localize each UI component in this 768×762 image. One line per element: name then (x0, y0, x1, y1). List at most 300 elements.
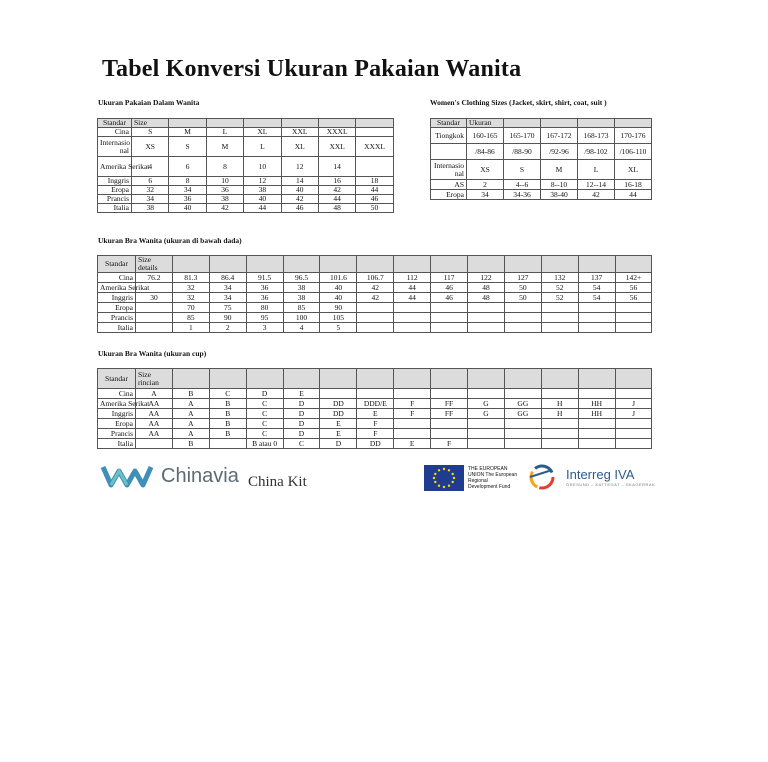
table-cell: XL (281, 137, 318, 157)
table-cell: 42 (281, 195, 318, 204)
table-cell (615, 389, 652, 399)
table-cell: Size details (136, 256, 173, 273)
table-cell: 10 (244, 157, 281, 177)
row-label-cell: AS (431, 180, 467, 190)
table-row (98, 195, 394, 204)
table-cell (431, 429, 468, 439)
section-bra-cup-title: Ukuran Bra Wanita (ukuran cup) (98, 349, 207, 358)
table-cell: 75 (209, 303, 246, 313)
table-cell (136, 439, 173, 449)
table-row (98, 273, 652, 283)
table-cell (357, 256, 394, 273)
table-cell: D (283, 429, 320, 439)
table-cell: 50 (504, 293, 541, 303)
womens-clothing-size-table (430, 118, 652, 200)
table-cell: L (578, 160, 615, 180)
row-label-cell: Eropa (98, 303, 136, 313)
table-cell (578, 256, 615, 273)
table-cell (615, 313, 652, 323)
table-cell: F (357, 429, 394, 439)
row-label-cell: Cina (98, 128, 132, 137)
table-cell (468, 313, 505, 323)
table-cell (578, 313, 615, 323)
table-header-row (98, 119, 394, 128)
table-cell (541, 369, 578, 389)
table-cell (504, 429, 541, 439)
row-label-cell (431, 144, 467, 160)
table-row (98, 389, 652, 399)
table-cell: AA (136, 419, 173, 429)
table-cell (541, 439, 578, 449)
table-cell: /88-90 (504, 144, 541, 160)
row-label-cell: Standar (98, 369, 136, 389)
table-cell: 36 (169, 195, 206, 204)
row-label-cell: Inggris (98, 293, 136, 303)
table-cell: /84-86 (467, 144, 504, 160)
interreg-wordmark: Interreg IVA (566, 467, 635, 482)
table-cell: A (136, 389, 173, 399)
table-cell: 10 (206, 177, 243, 186)
eu-flag-icon (424, 465, 464, 491)
table-cell (136, 303, 173, 313)
row-label-cell: Prancis (98, 429, 136, 439)
table-cell: 165-170 (504, 128, 541, 144)
table-cell: /106-110 (615, 144, 652, 160)
table-cell: Ukuran (467, 119, 504, 128)
table-cell: 54 (578, 283, 615, 293)
row-label-cell: Cina (98, 389, 136, 399)
table-cell (578, 439, 615, 449)
table-cell: 106.7 (357, 273, 394, 283)
table-cell: 90 (209, 313, 246, 323)
table-cell: E (357, 409, 394, 419)
table-cell: 34 (169, 186, 206, 195)
table-cell: GG (504, 409, 541, 419)
table-cell (209, 369, 246, 389)
table-cell (578, 419, 615, 429)
table-cell (615, 119, 652, 128)
table-cell: 44 (615, 190, 652, 200)
table-cell (504, 439, 541, 449)
table-cell: 3 (246, 323, 283, 333)
table-cell: 46 (356, 195, 393, 204)
table-cell: 34 (209, 293, 246, 303)
table-cell (394, 303, 431, 313)
table-cell: AA (136, 409, 173, 419)
row-label-cell: Tiongkok (431, 128, 467, 144)
table-cell: B (172, 439, 209, 449)
table-cell: 40 (169, 204, 206, 213)
row-label-cell: Amerika Serikat (98, 157, 132, 177)
section-womens-title: Women's Clothing Sizes (Jacket, skirt, shirt, coat, suit ) (430, 98, 607, 107)
table-cell (431, 323, 468, 333)
table-cell: D (246, 389, 283, 399)
table-cell (578, 369, 615, 389)
table-cell: A (172, 419, 209, 429)
table-cell: 137 (578, 273, 615, 283)
table-header-row (431, 119, 652, 128)
table-cell: 42 (318, 186, 355, 195)
table-cell (578, 303, 615, 313)
table-cell: 127 (504, 273, 541, 283)
table-cell: 46 (431, 283, 468, 293)
table-cell: Size rincian (136, 369, 173, 389)
table-cell: /98-102 (578, 144, 615, 160)
table-cell (504, 369, 541, 389)
table-cell: 14 (318, 157, 355, 177)
table-cell (541, 313, 578, 323)
table-cell: 101.6 (320, 273, 357, 283)
table-cell: F (394, 409, 431, 419)
table-cell: B (172, 389, 209, 399)
row-label-cell: Italia (98, 439, 136, 449)
table-cell: B atau 0 (246, 439, 283, 449)
table-cell (172, 369, 209, 389)
table-cell: 12 (281, 157, 318, 177)
table-cell: XL (615, 160, 652, 180)
table-cell: E (394, 439, 431, 449)
table-cell: 40 (281, 186, 318, 195)
table-cell (431, 419, 468, 429)
table-cell: XS (132, 137, 169, 157)
table-cell: 44 (244, 204, 281, 213)
table-cell: 30 (136, 293, 173, 303)
table-row (98, 293, 652, 303)
table-cell (504, 313, 541, 323)
row-label-cell: Eropa (98, 419, 136, 429)
table-cell: S (132, 128, 169, 137)
table-cell: FF (431, 399, 468, 409)
row-label-cell: Internasio nal (431, 160, 467, 180)
table-cell: 38 (283, 283, 320, 293)
table-cell: C (246, 399, 283, 409)
table-cell (320, 256, 357, 273)
row-label-cell: Amerika Serikat (98, 283, 136, 293)
row-label-cell: Standar (431, 119, 467, 128)
table-cell (615, 303, 652, 313)
table-cell (541, 323, 578, 333)
table-cell: 86.4 (209, 273, 246, 283)
table-cell: 170-176 (615, 128, 652, 144)
table-cell (578, 429, 615, 439)
table-row (98, 177, 394, 186)
table-cell: 76.2 (136, 273, 173, 283)
table-cell: XXL (281, 128, 318, 137)
table-cell: C (246, 429, 283, 439)
table-cell: F (357, 419, 394, 429)
table-cell: 34 (209, 283, 246, 293)
table-cell: F (394, 399, 431, 409)
table-cell (615, 419, 652, 429)
table-cell: 40 (244, 195, 281, 204)
table-cell: 112 (394, 273, 431, 283)
table-cell: 44 (318, 195, 355, 204)
row-label-cell: Amerika Serikat (98, 399, 136, 409)
table-cell: XXXL (356, 137, 393, 157)
row-label-cell: Internasio nal (98, 137, 132, 157)
table-cell: 4 (132, 157, 169, 177)
table-cell (431, 256, 468, 273)
table-cell: 1 (172, 323, 209, 333)
table-cell: 44 (394, 283, 431, 293)
table-cell: 81.3 (172, 273, 209, 283)
row-label-cell: Eropa (431, 190, 467, 200)
table-cell (283, 369, 320, 389)
table-cell: 85 (172, 313, 209, 323)
underwear-size-table (97, 118, 394, 213)
table-cell (468, 419, 505, 429)
table-cell: XXL (318, 137, 355, 157)
table-cell: J (615, 399, 652, 409)
table-cell: 48 (318, 204, 355, 213)
table-cell: 54 (578, 293, 615, 303)
table-cell: 2 (467, 180, 504, 190)
table-cell (320, 389, 357, 399)
table-row (98, 323, 652, 333)
table-cell: 85 (283, 303, 320, 313)
table-row (431, 128, 652, 144)
table-cell (357, 389, 394, 399)
table-cell (431, 389, 468, 399)
table-cell: 36 (206, 186, 243, 195)
table-cell (320, 369, 357, 389)
table-cell (394, 313, 431, 323)
table-cell: 91.5 (246, 273, 283, 283)
row-label-cell: Inggris (98, 409, 136, 419)
table-cell: 34 (467, 190, 504, 200)
row-label-cell: Eropa (98, 186, 132, 195)
table-cell (468, 369, 505, 389)
table-cell: 34-36 (504, 190, 541, 200)
table-cell: 105 (320, 313, 357, 323)
table-cell: 38 (132, 204, 169, 213)
bra-band-size-table (97, 255, 652, 333)
table-cell: G (468, 399, 505, 409)
table-cell: 38 (244, 186, 281, 195)
table-cell: M (541, 160, 578, 180)
table-cell (356, 119, 393, 128)
table-cell: HH (578, 399, 615, 409)
table-cell: /92-96 (541, 144, 578, 160)
table-cell: AA (136, 399, 173, 409)
table-cell (615, 439, 652, 449)
table-row (98, 204, 394, 213)
table-cell (468, 389, 505, 399)
table-cell: M (169, 128, 206, 137)
table-cell: DD (320, 409, 357, 419)
table-cell: B (209, 429, 246, 439)
table-cell: 142+ (615, 273, 652, 283)
table-cell: 160-165 (467, 128, 504, 144)
table-cell: 167-172 (541, 128, 578, 144)
table-cell: XS (467, 160, 504, 180)
table-cell (394, 419, 431, 429)
table-cell: 44 (356, 186, 393, 195)
table-row (98, 283, 652, 293)
chinakit-logo: China Kit (248, 474, 307, 490)
table-row (98, 313, 652, 323)
table-cell (431, 369, 468, 389)
row-label-cell: Italia (98, 323, 136, 333)
table-cell: H (541, 399, 578, 409)
table-cell: 12 (244, 177, 281, 186)
table-cell (394, 429, 431, 439)
row-label-cell: Italia (98, 204, 132, 213)
table-cell: 32 (172, 283, 209, 293)
table-cell (394, 389, 431, 399)
table-cell: 4 (283, 323, 320, 333)
table-cell: 38 (283, 293, 320, 303)
table-cell (468, 323, 505, 333)
table-row (98, 303, 652, 313)
table-cell: J (615, 409, 652, 419)
table-cell: 56 (615, 293, 652, 303)
row-label-cell: Standar (98, 256, 136, 273)
table-cell (357, 303, 394, 313)
table-cell: D (283, 409, 320, 419)
table-cell: 42 (206, 204, 243, 213)
section-underwear-title: Ukuran Pakaian Dalam Wanita (98, 98, 200, 107)
table-cell (431, 303, 468, 313)
table-cell: 132 (541, 273, 578, 283)
table-cell: C (246, 409, 283, 419)
table-cell: A (172, 429, 209, 439)
table-cell: 42 (578, 190, 615, 200)
table-row (98, 186, 394, 195)
table-cell (504, 256, 541, 273)
table-row (431, 144, 652, 160)
chinavia-logo (101, 463, 239, 489)
table-cell: 52 (541, 283, 578, 293)
table-cell (172, 256, 209, 273)
table-cell (356, 128, 393, 137)
table-cell: B (209, 409, 246, 419)
table-cell: S (504, 160, 541, 180)
table-cell: 6 (132, 177, 169, 186)
table-cell (615, 429, 652, 439)
row-label-cell: Standar (98, 119, 132, 128)
table-cell: 38-40 (541, 190, 578, 200)
table-cell (468, 256, 505, 273)
table-cell: B (209, 399, 246, 409)
page-title: Tabel Konversi Ukuran Pakaian Wanita (102, 56, 522, 82)
table-cell (431, 313, 468, 323)
eu-caption: THE EUROPEAN UNION The European Regional Development Fund (468, 466, 518, 490)
table-cell: 2 (209, 323, 246, 333)
table-cell (541, 119, 578, 128)
table-cell: 48 (468, 293, 505, 303)
table-cell: 117 (431, 273, 468, 283)
table-cell: E (320, 419, 357, 429)
table-cell: A (172, 399, 209, 409)
table-cell: HH (578, 409, 615, 419)
table-cell: G (468, 409, 505, 419)
table-cell: 42 (357, 283, 394, 293)
table-cell (209, 256, 246, 273)
table-cell: 90 (320, 303, 357, 313)
row-label-cell: Cina (98, 273, 136, 283)
table-cell: AA (136, 429, 173, 439)
table-cell (246, 369, 283, 389)
table-cell (283, 256, 320, 273)
table-cell: FF (431, 409, 468, 419)
table-cell: 48 (468, 283, 505, 293)
table-cell: 168-173 (578, 128, 615, 144)
table-cell: 4--6 (504, 180, 541, 190)
table-cell (541, 303, 578, 313)
table-cell (504, 303, 541, 313)
table-cell: S (169, 137, 206, 157)
table-row (431, 160, 652, 180)
table-cell: 56 (615, 283, 652, 293)
table-cell (504, 323, 541, 333)
table-row (98, 419, 652, 429)
table-cell: 40 (320, 293, 357, 303)
table-cell: C (283, 439, 320, 449)
table-cell (394, 369, 431, 389)
table-cell: 16-18 (615, 180, 652, 190)
table-cell: DD (320, 399, 357, 409)
table-cell: D (283, 399, 320, 409)
table-cell: 32 (172, 293, 209, 303)
table-cell: 36 (246, 293, 283, 303)
table-cell: 100 (283, 313, 320, 323)
table-cell: B (209, 419, 246, 429)
table-cell: 36 (246, 283, 283, 293)
chinavia-mark-icon (101, 463, 153, 489)
table-cell: 44 (394, 293, 431, 303)
table-cell: XL (244, 128, 281, 137)
table-cell: 8 (206, 157, 243, 177)
table-row (98, 429, 652, 439)
table-row (98, 137, 394, 157)
table-cell (615, 256, 652, 273)
table-cell (541, 389, 578, 399)
table-cell: 12--14 (578, 180, 615, 190)
table-cell: L (244, 137, 281, 157)
table-cell: 6 (169, 157, 206, 177)
table-cell: C (209, 389, 246, 399)
row-label-cell: Prancis (98, 313, 136, 323)
table-row (431, 190, 652, 200)
table-cell (394, 323, 431, 333)
table-cell: GG (504, 399, 541, 409)
table-cell: 8--10 (541, 180, 578, 190)
table-cell: 80 (246, 303, 283, 313)
table-cell (357, 323, 394, 333)
table-cell (504, 419, 541, 429)
table-cell: L (206, 128, 243, 137)
table-cell: 52 (541, 293, 578, 303)
table-cell: 50 (504, 283, 541, 293)
table-cell (209, 439, 246, 449)
section-bra-band-title: Ukuran Bra Wanita (ukuran di bawah dada) (98, 236, 242, 245)
table-cell (394, 256, 431, 273)
table-row (98, 439, 652, 449)
table-cell: 34 (132, 195, 169, 204)
row-label-cell: Inggris (98, 177, 132, 186)
table-cell (578, 119, 615, 128)
table-header-row (98, 369, 652, 389)
table-cell: 70 (172, 303, 209, 313)
table-cell: 42 (357, 293, 394, 303)
table-header-row (98, 256, 652, 273)
table-cell: XXXL (318, 128, 355, 137)
table-row (98, 409, 652, 419)
table-cell: 95 (246, 313, 283, 323)
table-cell (136, 323, 173, 333)
row-label-cell: Prancis (98, 195, 132, 204)
